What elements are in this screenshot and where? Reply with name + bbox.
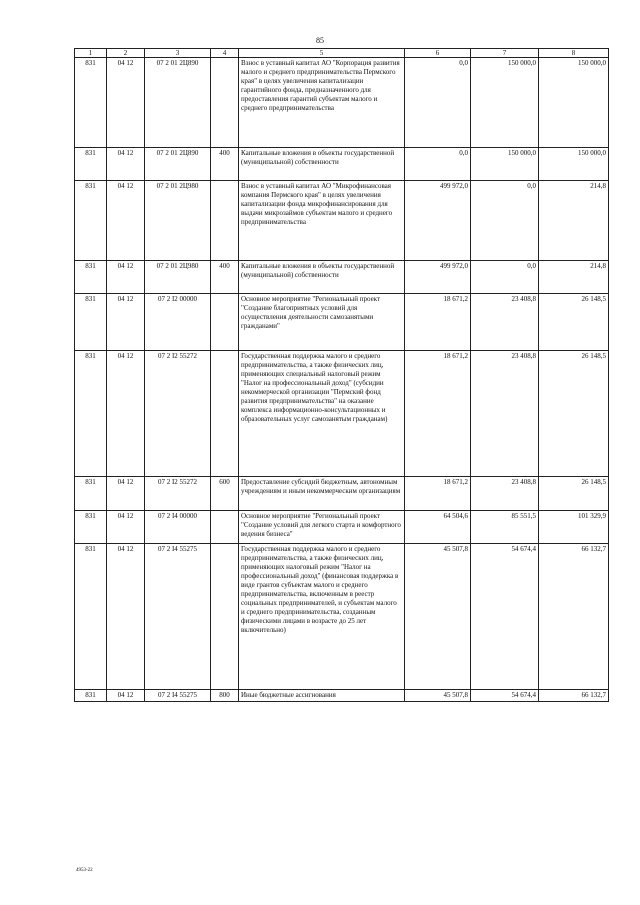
cell-amount-8: 150 000,0 [539,58,609,148]
cell-description: Взнос в уставный капитал АО "Корпорация развития малого и среднего предпринимательства Пермского края" в целях увеличения капитализации гарантийного фонда, предназначенного для предоставления гарантий субъектам малого и среднего предпринимательства [239,58,405,148]
table-row [75,294,609,351]
cell-amount-6: 18 671,2 [405,294,471,351]
cell-admin-code: 831 [75,58,107,148]
cell-target-code: 07 2 I4 55275 [145,544,211,690]
cell-target-code: 07 2 01 2Ц980 [145,261,211,294]
col-header-8: 8 [539,49,609,58]
cell-target-code: 07 2 I4 55275 [145,690,211,702]
cell-amount-7: 150 000,0 [471,148,539,181]
cell-expense-type [211,544,239,690]
cell-expense-type [211,181,239,261]
cell-description: Государственная поддержка малого и среднего предпринимательства, а также физических лиц, применяющих специальный налоговый режим "Налог на профессиональный доход" (субсидии некоммерческой организации "Пермский фонд развития предпринимательства" на оказание комплекса информационно-консультационных и образовательных услуг самозанятым гражданам) [239,351,405,477]
cell-target-code: 07 2 01 2Ц980 [145,181,211,261]
table-row [75,351,609,477]
cell-description: Государственная поддержка малого и среднего предпринимательства, а также физических лиц, применяющих налоговый режим "Налог на профессиональный доход" (финансовая поддержка в виде грантов субъектам малого и среднего предпринимательства, включенным в реестр социальных предпринимателей, и субъектам малого и среднего предпринимательства, созданным физическими лицами в возрасте до 25 лет включительно) [239,544,405,690]
cell-admin-code: 831 [75,544,107,690]
cell-section-code: 04 12 [107,690,145,702]
cell-admin-code: 831 [75,148,107,181]
cell-expense-type [211,511,239,544]
cell-admin-code: 831 [75,511,107,544]
col-header-6: 6 [405,49,471,58]
cell-amount-6: 64 504,6 [405,511,471,544]
cell-amount-8: 101 329,9 [539,511,609,544]
cell-amount-6: 18 671,2 [405,351,471,477]
footer-code: 4953-22 [76,868,93,873]
cell-amount-8: 214,8 [539,181,609,261]
cell-amount-6: 0,0 [405,148,471,181]
cell-description: Иные бюджетные ассигнования [239,690,405,702]
cell-amount-7: 150 000,0 [471,58,539,148]
cell-amount-8: 214,8 [539,261,609,294]
cell-section-code: 04 12 [107,351,145,477]
cell-amount-7: 54 674,4 [471,690,539,702]
budget-table [74,48,609,702]
header-row [75,49,609,58]
cell-amount-6: 45 507,8 [405,690,471,702]
table-row [75,148,609,181]
cell-amount-8: 26 148,5 [539,351,609,477]
col-header-2: 2 [107,49,145,58]
table-row [75,261,609,294]
table-row [75,544,609,690]
table-row [75,58,609,148]
cell-amount-7: 23 408,8 [471,294,539,351]
cell-admin-code: 831 [75,690,107,702]
col-header-3: 3 [145,49,211,58]
cell-expense-type [211,294,239,351]
cell-expense-type: 800 [211,690,239,702]
table-row [75,477,609,511]
cell-amount-7: 23 408,8 [471,477,539,511]
cell-amount-7: 85 551,5 [471,511,539,544]
cell-amount-7: 23 408,8 [471,351,539,477]
cell-expense-type: 400 [211,261,239,294]
col-header-5: 5 [239,49,405,58]
cell-description: Капитальные вложения в объекты государственной (муниципальной) собственности [239,261,405,294]
cell-amount-8: 66 132,7 [539,544,609,690]
cell-amount-6: 0,0 [405,58,471,148]
cell-description: Основное мероприятие "Региональный проект "Создание благоприятных условий для осуществления деятельности самозанятыми гражданами" [239,294,405,351]
cell-section-code: 04 12 [107,58,145,148]
table-row [75,511,609,544]
cell-amount-7: 0,0 [471,181,539,261]
cell-target-code: 07 2 I2 00000 [145,294,211,351]
cell-amount-8: 150 000,0 [539,148,609,181]
cell-section-code: 04 12 [107,181,145,261]
cell-expense-type [211,58,239,148]
cell-target-code: 07 2 I4 00000 [145,511,211,544]
cell-admin-code: 831 [75,261,107,294]
cell-section-code: 04 12 [107,511,145,544]
cell-admin-code: 831 [75,351,107,477]
cell-amount-6: 499 972,0 [405,261,471,294]
table-row [75,181,609,261]
col-header-7: 7 [471,49,539,58]
cell-section-code: 04 12 [107,544,145,690]
cell-target-code: 07 2 I2 55272 [145,351,211,477]
cell-admin-code: 831 [75,477,107,511]
cell-expense-type [211,351,239,477]
page-number: 85 [316,36,324,45]
cell-amount-7: 54 674,4 [471,544,539,690]
cell-amount-6: 45 507,8 [405,544,471,690]
cell-admin-code: 831 [75,294,107,351]
cell-description: Взнос в уставный капитал АО "Микрофинансовая компания Пермского края" в целях увеличения капитализации фонда микрофинансирования для выдачи микрозаймов субъектам малого и среднего предпринимательства [239,181,405,261]
cell-section-code: 04 12 [107,261,145,294]
cell-amount-8: 26 148,5 [539,294,609,351]
cell-target-code: 07 2 01 2Ц890 [145,58,211,148]
cell-description: Капитальные вложения в объекты государственной (муниципальной) собственности [239,148,405,181]
cell-expense-type: 400 [211,148,239,181]
cell-section-code: 04 12 [107,148,145,181]
col-header-1: 1 [75,49,107,58]
cell-expense-type: 600 [211,477,239,511]
cell-target-code: 07 2 I2 55272 [145,477,211,511]
table-row [75,690,609,702]
cell-amount-8: 66 132,7 [539,690,609,702]
cell-section-code: 04 12 [107,294,145,351]
cell-amount-6: 499 972,0 [405,181,471,261]
cell-amount-8: 26 148,5 [539,477,609,511]
cell-description: Предоставление субсидий бюджетным, автономным учреждениям и иным некоммерческим организациям [239,477,405,511]
cell-section-code: 04 12 [107,477,145,511]
cell-description: Основное мероприятие "Региональный проект "Создание условий для легкого старта и комфортного ведения бизнеса" [239,511,405,544]
cell-amount-7: 0,0 [471,261,539,294]
cell-amount-6: 18 671,2 [405,477,471,511]
cell-target-code: 07 2 01 2Ц890 [145,148,211,181]
col-header-4: 4 [211,49,239,58]
cell-admin-code: 831 [75,181,107,261]
